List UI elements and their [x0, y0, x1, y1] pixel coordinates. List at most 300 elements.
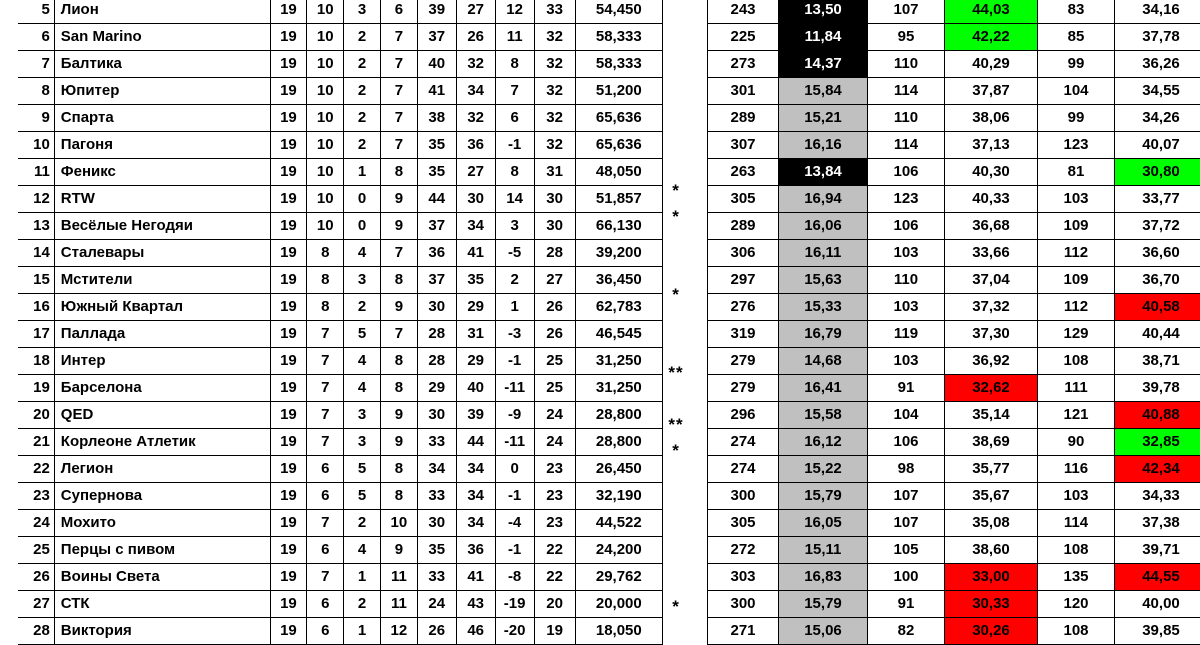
table-row: [708, 105, 1200, 132]
cell-prize: 58,333: [575, 51, 662, 78]
cell-shots: 276: [708, 294, 779, 321]
cell-shot-percent: 15,33: [779, 294, 868, 321]
cell-losses: 7: [380, 321, 417, 348]
table-row: [708, 240, 1200, 267]
cell-goals-against: 34: [456, 483, 495, 510]
table-row: [708, 591, 1200, 618]
cell-home-goals: 100: [868, 564, 945, 591]
cell-points: 19: [534, 618, 575, 645]
cell-goal-diff: -8: [495, 564, 534, 591]
cell-goals-for: 37: [417, 267, 456, 294]
cell-games: 19: [270, 105, 307, 132]
cell-games: 19: [270, 0, 307, 24]
cell-losses: 7: [380, 51, 417, 78]
cell-games: 19: [270, 213, 307, 240]
cell-shot-percent: 16,79: [779, 321, 868, 348]
cell-draws: 2: [344, 105, 381, 132]
cell-draws: 2: [344, 132, 381, 159]
cell-away-goals: 108: [1038, 348, 1115, 375]
cell-rank: 6: [18, 24, 54, 51]
cell-shot-percent: 16,16: [779, 132, 868, 159]
cell-goal-diff: 0: [495, 456, 534, 483]
cell-shot-percent: 15,22: [779, 456, 868, 483]
cell-goal-diff: -11: [495, 429, 534, 456]
cell-goals-for: 34: [417, 456, 456, 483]
cell-goals-for: 33: [417, 429, 456, 456]
cell-shot-percent: 16,83: [779, 564, 868, 591]
cell-wins: 8: [307, 294, 344, 321]
cell-shots: 271: [708, 618, 779, 645]
cell-losses: 8: [380, 267, 417, 294]
cell-away-goals: 99: [1038, 51, 1115, 78]
cell-away-percent: 39,78: [1115, 375, 1200, 402]
cell-points: 24: [534, 429, 575, 456]
table-row: [708, 564, 1200, 591]
cell-prize: 20,000: [575, 591, 662, 618]
cell-points: 20: [534, 591, 575, 618]
cell-shot-percent: 13,50: [779, 0, 868, 24]
table-row: [708, 132, 1200, 159]
cell-goals-against: 34: [456, 510, 495, 537]
cell-goals-against: 32: [456, 105, 495, 132]
cell-away-percent: 34,16: [1115, 0, 1200, 24]
cell-rank: 13: [18, 213, 54, 240]
cell-away-percent: 30,80: [1115, 159, 1200, 186]
cell-away-percent: 36,26: [1115, 51, 1200, 78]
cell-wins: 10: [307, 159, 344, 186]
cell-rank: 24: [18, 510, 54, 537]
star-marker: [645, 22, 707, 48]
table-row: [708, 402, 1200, 429]
cell-away-percent: 37,72: [1115, 213, 1200, 240]
cell-away-goals: 112: [1038, 240, 1115, 267]
cell-home-percent: 33,00: [945, 564, 1038, 591]
cell-away-goals: 108: [1038, 618, 1115, 645]
cell-home-goals: 106: [868, 213, 945, 240]
cell-goals-for: 35: [417, 132, 456, 159]
cell-wins: 7: [307, 348, 344, 375]
cell-away-percent: 36,60: [1115, 240, 1200, 267]
table-row: [18, 105, 663, 132]
cell-away-goals: 83: [1038, 0, 1115, 24]
cell-goal-diff: 2: [495, 267, 534, 294]
cell-shots: 263: [708, 159, 779, 186]
cell-shots: 274: [708, 429, 779, 456]
cell-home-goals: 82: [868, 618, 945, 645]
table-row: [18, 591, 663, 618]
table-row: [708, 375, 1200, 402]
cell-team-name: Мохито: [54, 510, 270, 537]
table-row: [708, 0, 1200, 24]
cell-draws: 3: [344, 267, 381, 294]
cell-draws: 2: [344, 591, 381, 618]
cell-points: 23: [534, 456, 575, 483]
cell-losses: 9: [380, 213, 417, 240]
cell-goals-against: 41: [456, 240, 495, 267]
star-marker: *: [645, 178, 707, 204]
cell-team-name: Юпитер: [54, 78, 270, 105]
table-row: [708, 537, 1200, 564]
cell-shot-percent: 15,63: [779, 267, 868, 294]
cell-draws: 2: [344, 51, 381, 78]
cell-home-percent: 35,14: [945, 402, 1038, 429]
cell-shot-percent: 13,84: [779, 159, 868, 186]
cell-home-percent: 44,03: [945, 0, 1038, 24]
cell-home-percent: 30,26: [945, 618, 1038, 645]
cell-wins: 7: [307, 564, 344, 591]
cell-goals-for: 35: [417, 537, 456, 564]
cell-team-name: QED: [54, 402, 270, 429]
cell-rank: 22: [18, 456, 54, 483]
table-row: [18, 429, 663, 456]
cell-home-goals: 98: [868, 456, 945, 483]
cell-home-percent: 35,08: [945, 510, 1038, 537]
table-row: [18, 0, 663, 24]
star-marker: *: [645, 282, 707, 308]
cell-points: 33: [534, 0, 575, 24]
table-row: [18, 348, 663, 375]
table-row: [18, 564, 663, 591]
cell-goals-against: 43: [456, 591, 495, 618]
cell-wins: 8: [307, 240, 344, 267]
cell-goals-for: 37: [417, 213, 456, 240]
cell-rank: 10: [18, 132, 54, 159]
cell-team-name: Виктория: [54, 618, 270, 645]
table-row: [708, 159, 1200, 186]
cell-team-name: Корлеоне Атлетик: [54, 429, 270, 456]
table-row: [708, 186, 1200, 213]
cell-wins: 6: [307, 591, 344, 618]
cell-home-percent: 38,60: [945, 537, 1038, 564]
cell-team-name: San Marino: [54, 24, 270, 51]
cell-team-name: Воины Света: [54, 564, 270, 591]
cell-points: 28: [534, 240, 575, 267]
cell-rank: 9: [18, 105, 54, 132]
cell-away-percent: 37,38: [1115, 510, 1200, 537]
cell-team-name: Сталевары: [54, 240, 270, 267]
cell-away-goals: 114: [1038, 510, 1115, 537]
cell-shots: 300: [708, 591, 779, 618]
table-row: [18, 402, 663, 429]
cell-goal-diff: -20: [495, 618, 534, 645]
cell-points: 22: [534, 537, 575, 564]
cell-prize: 39,200: [575, 240, 662, 267]
cell-team-name: Лион: [54, 0, 270, 24]
cell-losses: 8: [380, 159, 417, 186]
cell-losses: 8: [380, 375, 417, 402]
cell-goal-diff: -19: [495, 591, 534, 618]
cell-prize: 31,250: [575, 375, 662, 402]
star-marker: [645, 48, 707, 74]
cell-shot-percent: 16,41: [779, 375, 868, 402]
cell-goals-for: 30: [417, 510, 456, 537]
cell-away-percent: 42,34: [1115, 456, 1200, 483]
cell-draws: 5: [344, 321, 381, 348]
cell-losses: 7: [380, 78, 417, 105]
cell-shot-percent: 15,79: [779, 483, 868, 510]
cell-draws: 0: [344, 213, 381, 240]
cell-wins: 7: [307, 429, 344, 456]
cell-goal-diff: -9: [495, 402, 534, 429]
cell-home-goals: 103: [868, 294, 945, 321]
cell-home-goals: 123: [868, 186, 945, 213]
table-row: [18, 537, 663, 564]
table-row: [18, 375, 663, 402]
cell-draws: 2: [344, 78, 381, 105]
cell-goal-diff: 12: [495, 0, 534, 24]
cell-away-percent: 40,88: [1115, 402, 1200, 429]
cell-away-percent: 32,85: [1115, 429, 1200, 456]
cell-goals-against: 36: [456, 132, 495, 159]
cell-away-goals: 103: [1038, 186, 1115, 213]
cell-draws: 1: [344, 159, 381, 186]
cell-prize: 28,800: [575, 429, 662, 456]
cell-points: 27: [534, 267, 575, 294]
star-marker: [645, 74, 707, 100]
table-row: [708, 510, 1200, 537]
table-row: [708, 24, 1200, 51]
cell-shots: 272: [708, 537, 779, 564]
cell-rank: 7: [18, 51, 54, 78]
cell-prize: 26,450: [575, 456, 662, 483]
cell-games: 19: [270, 375, 307, 402]
cell-home-percent: 38,69: [945, 429, 1038, 456]
cell-games: 19: [270, 186, 307, 213]
cell-draws: 3: [344, 429, 381, 456]
standings-table-body: [18, 0, 663, 645]
table-row: [18, 321, 663, 348]
cell-away-percent: 44,55: [1115, 564, 1200, 591]
cell-goal-diff: 8: [495, 159, 534, 186]
table-row: [18, 159, 663, 186]
cell-prize: 65,636: [575, 105, 662, 132]
table-row: [708, 213, 1200, 240]
cell-games: 19: [270, 240, 307, 267]
cell-home-percent: 38,06: [945, 105, 1038, 132]
cell-points: 22: [534, 564, 575, 591]
table-row: [18, 51, 663, 78]
cell-goal-diff: -11: [495, 375, 534, 402]
star-marker: *: [645, 438, 707, 464]
star-marker: **: [645, 360, 707, 386]
cell-prize: 65,636: [575, 132, 662, 159]
cell-goals-against: 44: [456, 429, 495, 456]
table-row: [18, 213, 663, 240]
cell-rank: 27: [18, 591, 54, 618]
cell-team-name: Пагоня: [54, 132, 270, 159]
cell-wins: 10: [307, 78, 344, 105]
cell-wins: 10: [307, 213, 344, 240]
cell-goals-against: 30: [456, 186, 495, 213]
cell-home-goals: 110: [868, 267, 945, 294]
cell-rank: 19: [18, 375, 54, 402]
cell-games: 19: [270, 348, 307, 375]
cell-goals-against: 27: [456, 159, 495, 186]
cell-losses: 10: [380, 510, 417, 537]
cell-losses: 11: [380, 564, 417, 591]
cell-home-percent: 37,32: [945, 294, 1038, 321]
cell-games: 19: [270, 483, 307, 510]
table-row: [708, 51, 1200, 78]
cell-points: 32: [534, 78, 575, 105]
cell-goals-for: 36: [417, 240, 456, 267]
cell-team-name: RTW: [54, 186, 270, 213]
cell-goal-diff: -1: [495, 537, 534, 564]
cell-points: 23: [534, 483, 575, 510]
cell-home-percent: 35,77: [945, 456, 1038, 483]
cell-away-goals: 129: [1038, 321, 1115, 348]
cell-rank: 20: [18, 402, 54, 429]
cell-wins: 6: [307, 456, 344, 483]
cell-team-name: Интер: [54, 348, 270, 375]
cell-away-goals: 109: [1038, 213, 1115, 240]
cell-goals-for: 40: [417, 51, 456, 78]
cell-games: 19: [270, 537, 307, 564]
cell-home-percent: 40,33: [945, 186, 1038, 213]
cell-goals-for: 35: [417, 159, 456, 186]
cell-home-goals: 114: [868, 132, 945, 159]
cell-losses: 8: [380, 483, 417, 510]
cell-games: 19: [270, 321, 307, 348]
cell-team-name: Легион: [54, 456, 270, 483]
cell-away-goals: 85: [1038, 24, 1115, 51]
cell-home-goals: 106: [868, 159, 945, 186]
cell-games: 19: [270, 591, 307, 618]
cell-goals-for: 44: [417, 186, 456, 213]
cell-goals-for: 38: [417, 105, 456, 132]
cell-goals-against: 31: [456, 321, 495, 348]
cell-team-name: Паллада: [54, 321, 270, 348]
star-marker: [645, 126, 707, 152]
cell-draws: 2: [344, 510, 381, 537]
cell-prize: 36,450: [575, 267, 662, 294]
cell-away-goals: 103: [1038, 483, 1115, 510]
cell-draws: 4: [344, 537, 381, 564]
cell-rank: 8: [18, 78, 54, 105]
cell-games: 19: [270, 564, 307, 591]
table-row: [708, 618, 1200, 645]
cell-draws: 1: [344, 564, 381, 591]
cell-wins: 10: [307, 105, 344, 132]
cell-goals-against: 36: [456, 537, 495, 564]
star-marker: [645, 516, 707, 542]
cell-losses: 9: [380, 186, 417, 213]
cell-shot-percent: 14,68: [779, 348, 868, 375]
cell-home-goals: 103: [868, 348, 945, 375]
cell-losses: 12: [380, 618, 417, 645]
table-row: [18, 267, 663, 294]
cell-goals-for: 24: [417, 591, 456, 618]
cell-points: 24: [534, 402, 575, 429]
cell-goals-against: 29: [456, 294, 495, 321]
cell-shots: 289: [708, 105, 779, 132]
cell-prize: 44,522: [575, 510, 662, 537]
cell-goal-diff: 14: [495, 186, 534, 213]
cell-home-goals: 107: [868, 0, 945, 24]
cell-games: 19: [270, 267, 307, 294]
table-row: [708, 429, 1200, 456]
cell-losses: 7: [380, 132, 417, 159]
cell-goals-for: 39: [417, 0, 456, 24]
cell-away-percent: 34,26: [1115, 105, 1200, 132]
cell-home-goals: 107: [868, 510, 945, 537]
cell-prize: 24,200: [575, 537, 662, 564]
table-row: [18, 78, 663, 105]
stats-table: [707, 0, 1200, 645]
cell-rank: 21: [18, 429, 54, 456]
table-row: [708, 483, 1200, 510]
cell-losses: 9: [380, 402, 417, 429]
cell-away-percent: 33,77: [1115, 186, 1200, 213]
cell-shot-percent: 16,11: [779, 240, 868, 267]
cell-wins: 6: [307, 618, 344, 645]
cell-home-goals: 119: [868, 321, 945, 348]
cell-home-goals: 91: [868, 591, 945, 618]
cell-shots: 297: [708, 267, 779, 294]
cell-goal-diff: -4: [495, 510, 534, 537]
cell-away-goals: 90: [1038, 429, 1115, 456]
cell-shots: 306: [708, 240, 779, 267]
cell-rank: 15: [18, 267, 54, 294]
cell-losses: 9: [380, 537, 417, 564]
star-marker: [645, 152, 707, 178]
cell-wins: 10: [307, 0, 344, 24]
cell-away-goals: 112: [1038, 294, 1115, 321]
cell-prize: 58,333: [575, 24, 662, 51]
cell-points: 31: [534, 159, 575, 186]
cell-home-percent: 37,13: [945, 132, 1038, 159]
star-marker: **: [645, 412, 707, 438]
cell-home-percent: 37,04: [945, 267, 1038, 294]
cell-points: 26: [534, 321, 575, 348]
cell-away-goals: 104: [1038, 78, 1115, 105]
cell-prize: 48,050: [575, 159, 662, 186]
cell-home-goals: 106: [868, 429, 945, 456]
cell-shots: 273: [708, 51, 779, 78]
cell-losses: 6: [380, 0, 417, 24]
cell-goal-diff: 11: [495, 24, 534, 51]
cell-home-percent: 37,30: [945, 321, 1038, 348]
cell-rank: 23: [18, 483, 54, 510]
cell-wins: 7: [307, 321, 344, 348]
cell-losses: 8: [380, 456, 417, 483]
star-marker: [645, 490, 707, 516]
cell-wins: 7: [307, 375, 344, 402]
cell-points: 32: [534, 132, 575, 159]
stats-table-body: [708, 0, 1200, 645]
cell-goal-diff: 7: [495, 78, 534, 105]
cell-shot-percent: 16,94: [779, 186, 868, 213]
cell-shots: 279: [708, 375, 779, 402]
cell-goal-diff: 8: [495, 51, 534, 78]
cell-wins: 6: [307, 537, 344, 564]
cell-losses: 7: [380, 24, 417, 51]
cell-away-percent: 39,85: [1115, 618, 1200, 645]
cell-goals-against: 34: [456, 456, 495, 483]
cell-goal-diff: -1: [495, 132, 534, 159]
cell-goal-diff: -5: [495, 240, 534, 267]
cell-away-goals: 123: [1038, 132, 1115, 159]
cell-away-percent: 34,55: [1115, 78, 1200, 105]
cell-draws: 5: [344, 483, 381, 510]
table-row: [18, 132, 663, 159]
cell-home-goals: 110: [868, 51, 945, 78]
cell-wins: 7: [307, 510, 344, 537]
cell-goals-for: 26: [417, 618, 456, 645]
cell-draws: 1: [344, 618, 381, 645]
cell-away-goals: 135: [1038, 564, 1115, 591]
table-row: [18, 186, 663, 213]
